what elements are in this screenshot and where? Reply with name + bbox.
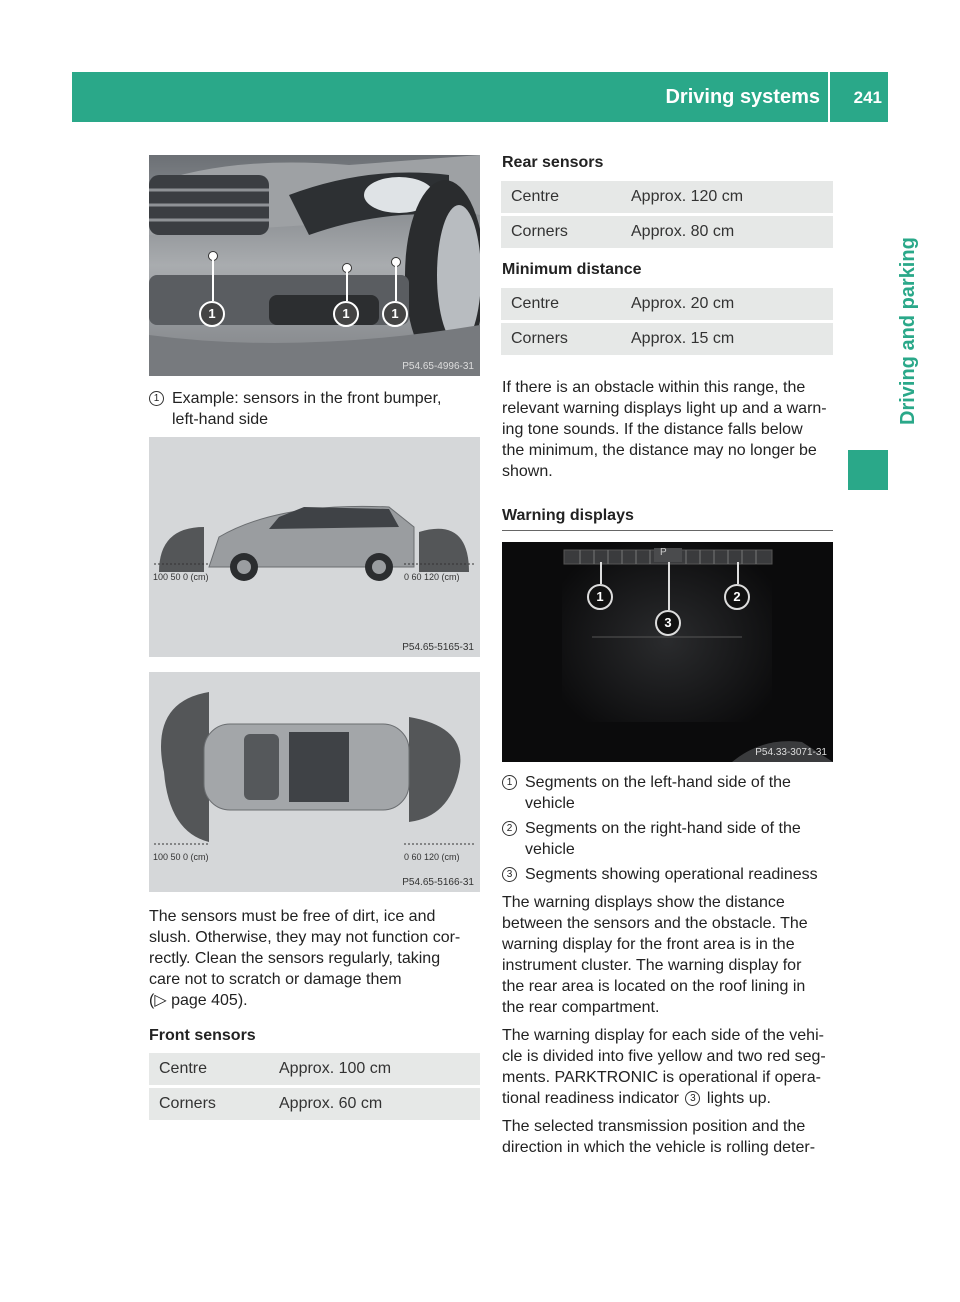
rear-sensors-table (501, 178, 833, 251)
scale-front: 100 50 0 (cm) (153, 572, 209, 582)
scale-rear: 0 60 120 (cm) (404, 852, 460, 862)
side-marker (848, 450, 888, 490)
side-view-illustration (149, 437, 480, 657)
gear-indicator: P (660, 547, 667, 558)
table-row: Corners Approx. 60 cm (149, 1088, 480, 1120)
figure-code: P54.33-3071-31 (755, 747, 827, 758)
warning-displays-heading: Warning displays (502, 507, 634, 524)
header-divider (828, 72, 830, 122)
callout-2: 2 (724, 584, 750, 610)
side-tab (848, 237, 919, 425)
front-bumper-illustration (149, 155, 480, 376)
scale-rear: 0 60 120 (cm) (404, 572, 460, 582)
table-row: Corners Approx. 80 cm (501, 216, 833, 248)
table-row: Centre Approx. 100 cm (149, 1053, 480, 1085)
callout-1: 1 (199, 301, 225, 327)
callout-1: 1 (382, 301, 408, 327)
caption-marker: 1 (149, 391, 164, 406)
figure-caption: 1 Example: sensors in the front bumper, left-hand side (149, 388, 441, 430)
page-reference[interactable]: (▷ page 405). (149, 992, 248, 1009)
front-sensors-table (149, 1050, 480, 1123)
figure-code: P54.65-5166-31 (402, 877, 474, 888)
legend-list: 1 Segments on the left-hand side of the vehicle 2 Segments on the right-hand side of the vehicle 3 Segments showing operational readiness (502, 772, 818, 885)
table-row: Centre Approx. 20 cm (501, 288, 833, 320)
minimum-distance-table (501, 285, 833, 358)
front-bumper-figure (149, 155, 480, 376)
list-item: 2 Segments on the right-hand side of the (502, 818, 818, 839)
front-sensors-heading: Front sensors (149, 1027, 256, 1044)
figure-code: P54.65-4996-31 (402, 361, 474, 372)
top-view-figure (149, 672, 480, 892)
table-row: Corners Approx. 15 cm (501, 323, 833, 355)
page-header (72, 72, 888, 122)
side-tab-label: Driving and parking (897, 237, 919, 425)
transmission-paragraph: The selected transmission position and the direction in which the vehicle is rolling deter- (502, 1118, 816, 1156)
scale-front: 100 50 0 (cm) (153, 852, 209, 862)
callout-3: 3 (655, 610, 681, 636)
section-rule (502, 530, 833, 531)
segments-paragraph: The warning display for each side of the vehi- cle is divided into five yellow and two red seg- ments. PARKTRONIC is operational if opera- tional readiness indicator 3 lights up. (502, 1027, 826, 1107)
minimum-distance-heading: Minimum distance (502, 261, 642, 278)
warning-display-figure (502, 542, 833, 762)
callout-1: 1 (587, 584, 613, 610)
list-item: 3 Segments showing operational readiness (502, 864, 818, 885)
table-row: Centre Approx. 120 cm (501, 181, 833, 213)
side-view-figure (149, 437, 480, 657)
callout-1: 1 (333, 301, 359, 327)
rear-sensors-heading: Rear sensors (502, 154, 604, 171)
list-item: 1 Segments on the left-hand side of the (502, 772, 818, 793)
display-location-paragraph: The warning displays show the distance between the sensors and the obstacle. The warning display for the front area is in the instrument cluster. The warning display for the rear area is located on the roof lining in the rear compartment. (502, 894, 808, 1016)
figure-code: P54.65-5165-31 (402, 642, 474, 653)
header-title: Driving systems (665, 86, 820, 108)
page-number: 241 (853, 88, 882, 107)
readiness-marker: 3 (685, 1091, 700, 1106)
sensor-care-paragraph: The sensors must be free of dirt, ice and slush. Otherwise, they may not function cor- rectly. Clean the sensors regularly, taking care not to scratch or damage them (▷ page 405). (149, 908, 461, 1009)
obstacle-paragraph: If there is an obstacle within this range, the relevant warning displays light up and a warn- ing tone sounds. If the distance falls below the minimum, the distance may no longer be shown. (502, 379, 827, 480)
